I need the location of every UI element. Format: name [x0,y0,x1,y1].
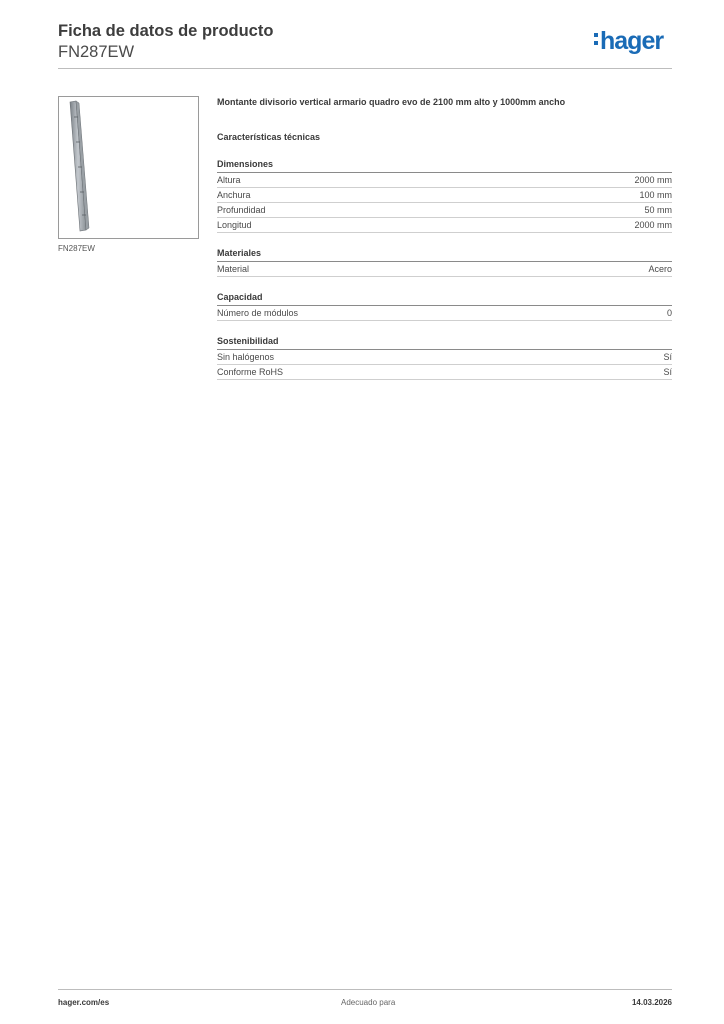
spec-row [217,262,672,277]
spec-row [217,306,672,321]
spec-row [217,188,672,203]
spec-value: Acero [648,264,672,274]
spec-row [217,173,672,188]
spec-row [217,350,672,365]
product-content [217,96,672,380]
spec-group-title: Dimensiones [217,158,672,173]
spec-label: Material [217,264,250,274]
spec-label: Número de módulos [217,308,299,318]
spec-value: Sí [663,352,672,362]
specs-heading: Características técnicas [217,132,321,142]
spec-row [217,203,672,218]
footer-website-link[interactable]: hager.com/es [58,998,110,1007]
logo-colon-icon [594,33,598,49]
spec-group-sostenibilidad [217,335,672,380]
document-title: Ficha de datos de producto [58,22,274,40]
product-code: FN287EW [58,43,135,61]
header-divider [58,68,672,69]
spec-label: Altura [217,175,241,185]
vertical-upright-bar-icon [59,97,198,238]
product-description: Montante divisorio vertical armario quadro evo de 2100 mm alto y 1000mm ancho [217,97,566,107]
spec-group-title: Materiales [217,247,672,262]
spec-label: Anchura [217,190,251,200]
spec-value: 100 mm [639,190,672,200]
footer-date: 14.03.2026 [631,998,672,1007]
spec-group-capacidad [217,291,672,321]
spec-value: 2000 mm [634,175,672,185]
document-header [58,20,273,62]
spec-value: Sí [663,367,672,377]
logo-text: hager [600,27,664,55]
spec-label: Conforme RoHS [217,367,284,377]
spec-value: 50 mm [644,205,672,215]
hager-logo [594,27,663,55]
spec-row [217,218,672,233]
spec-label: Sin halógenos [217,352,275,362]
spec-group-materiales [217,247,672,277]
product-image-caption: FN287EW [58,244,95,253]
spec-group-dimensiones [217,158,672,233]
footer-divider [58,989,672,990]
spec-row [217,365,672,380]
footer-note: Adecuado para [341,998,396,1007]
spec-group-title: Capacidad [217,291,672,306]
spec-value: 2000 mm [634,220,672,230]
spec-label: Profundidad [217,205,266,215]
spec-group-title: Sostenibilidad [217,335,672,350]
spec-label: Longitud [217,220,252,230]
spec-value: 0 [666,308,672,318]
product-image [58,96,199,239]
